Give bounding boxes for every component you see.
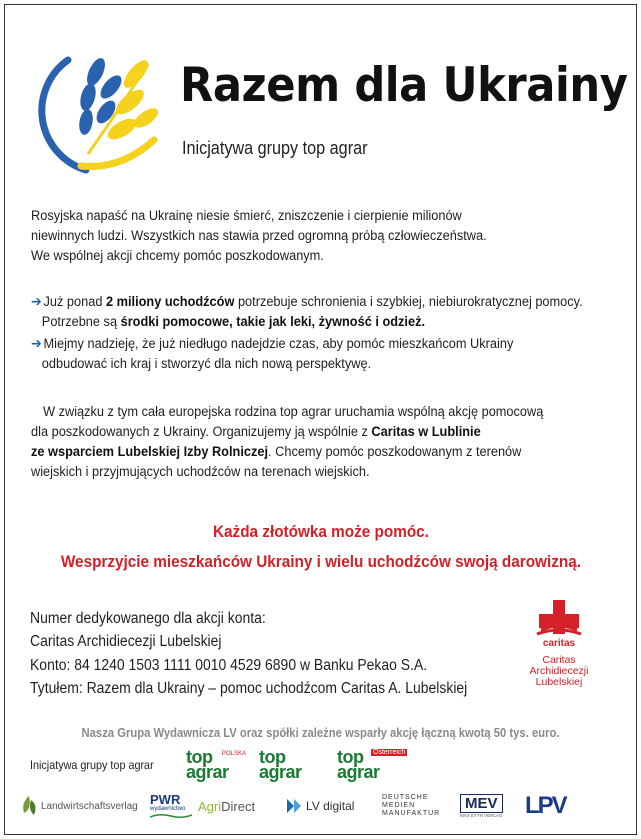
initiative-label: Inicjatywa grupy top agrar <box>30 758 154 772</box>
caritas-logo <box>514 600 604 688</box>
intro-line-2: niewinnych ludzi. Wszystkich nas stawia przed ogromną próbą człowieczeństwa. <box>31 228 487 244</box>
account-title: Tytułem: Razem dla Ukrainy – pomoc uchodźcom Caritas A. Lubelskiej <box>30 680 468 697</box>
landwirtschaftsverlag-logo: Landwirtschaftsverlag <box>20 790 138 822</box>
lv-digital-icon <box>285 797 303 815</box>
account-number: Konto: 84 1240 1503 1111 0010 4529 6890 w Banku Pekao S.A. <box>30 657 428 674</box>
lpv-logo: LPV <box>525 792 566 819</box>
account-holder: Caritas Archidiecezji Lubelskiej <box>30 633 222 650</box>
pwr-logo: PWR wydawnictwo <box>150 790 192 822</box>
para2-line-2: dla poszkodowanych z Ukrainy. Organizujemy ją wspólnie z Caritas w Lublinie <box>31 424 481 440</box>
bullet-refugees-line-2: Potrzebne są środki pomocowe, takie jak leki, żywność i odzież. <box>41 314 426 330</box>
bullet-hope-line-2: odbudować ich kraj i stworzyć dla nich nową perspektywę. <box>41 356 372 372</box>
pwr-wave-icon <box>150 813 192 819</box>
deutsche-medien-manufaktur-logo: DEUTSCHE MEDIEN MANUFAKTUR <box>382 794 441 817</box>
svg-text:caritas: caritas <box>542 638 576 649</box>
top-agrar-oesterreich-logo: top agrar Österreich <box>337 747 406 782</box>
agridirect-logo: Agri Direct <box>198 798 256 814</box>
bullet-refugees: ➔ Już ponad 2 miliony uchodźców potrzebuje schronienia i szybkiej, niebiurokratycznej pomocy. <box>31 294 583 310</box>
mev-logo: MEV MAX EYTH VERLAG <box>460 794 503 818</box>
arrow-right-icon: ➔ <box>31 336 42 352</box>
intro-line-3: We wspólnej akcji chcemy pomóc poszkodowanym. <box>31 248 324 264</box>
intro-line-1: Rosyjska napaść na Ukrainę niesie śmierć, zniszczenie i cierpienie milionów <box>31 208 462 224</box>
caritas-name-2: Archidiecezji <box>529 665 589 677</box>
support-note: Nasza Grupa Wydawnicza LV oraz spółki zależne wsparły akcję łączną kwotą 50 tys. euro. <box>81 726 560 740</box>
para2-line-4: wiejskich i przyjmujących uchodźców na terenach wiejskich. <box>31 464 370 480</box>
account-label: Numer dedykowanego dla akcji konta: <box>30 610 266 627</box>
appeal-line-1: Każda złotówka może pomóc. <box>212 522 429 541</box>
wheat-logo-icon <box>26 42 166 182</box>
top-agrar-polska-logo: top agrar POLSKA <box>186 747 247 782</box>
caritas-name-1: Caritas <box>542 654 576 666</box>
para2-line-1: W związku z tym cała europejska rodzina top agrar uruchamia wspólną akcję pomocową <box>43 404 544 420</box>
caritas-cross-icon <box>535 600 583 650</box>
para2-line-3: ze wsparciem Lubelskiej Izby Rolniczej. Chcemy pomóc poszkodowanym z terenów <box>31 444 522 460</box>
appeal-line-2: Wesprzyjcie mieszkańców Ukrainy i wielu uchodźców swoją darowizną. <box>60 552 581 571</box>
arrow-right-icon: ➔ <box>31 294 42 310</box>
bullet-hope: ➔ Miejmy nadzieję, że już niedługo nadejdzie czas, aby pomóc mieszkańcom Ukrainy <box>31 336 514 352</box>
caritas-name-3: Lubelskiej <box>535 676 583 688</box>
lv-leaf-icon <box>20 795 38 817</box>
lv-digital-logo: LV digital <box>285 790 354 822</box>
top-agrar-logo: top agrar <box>259 747 302 782</box>
page-subtitle: Inicjatywa grupy top agrar <box>182 138 368 158</box>
page-title: Razem dla Ukrainy <box>180 58 628 113</box>
